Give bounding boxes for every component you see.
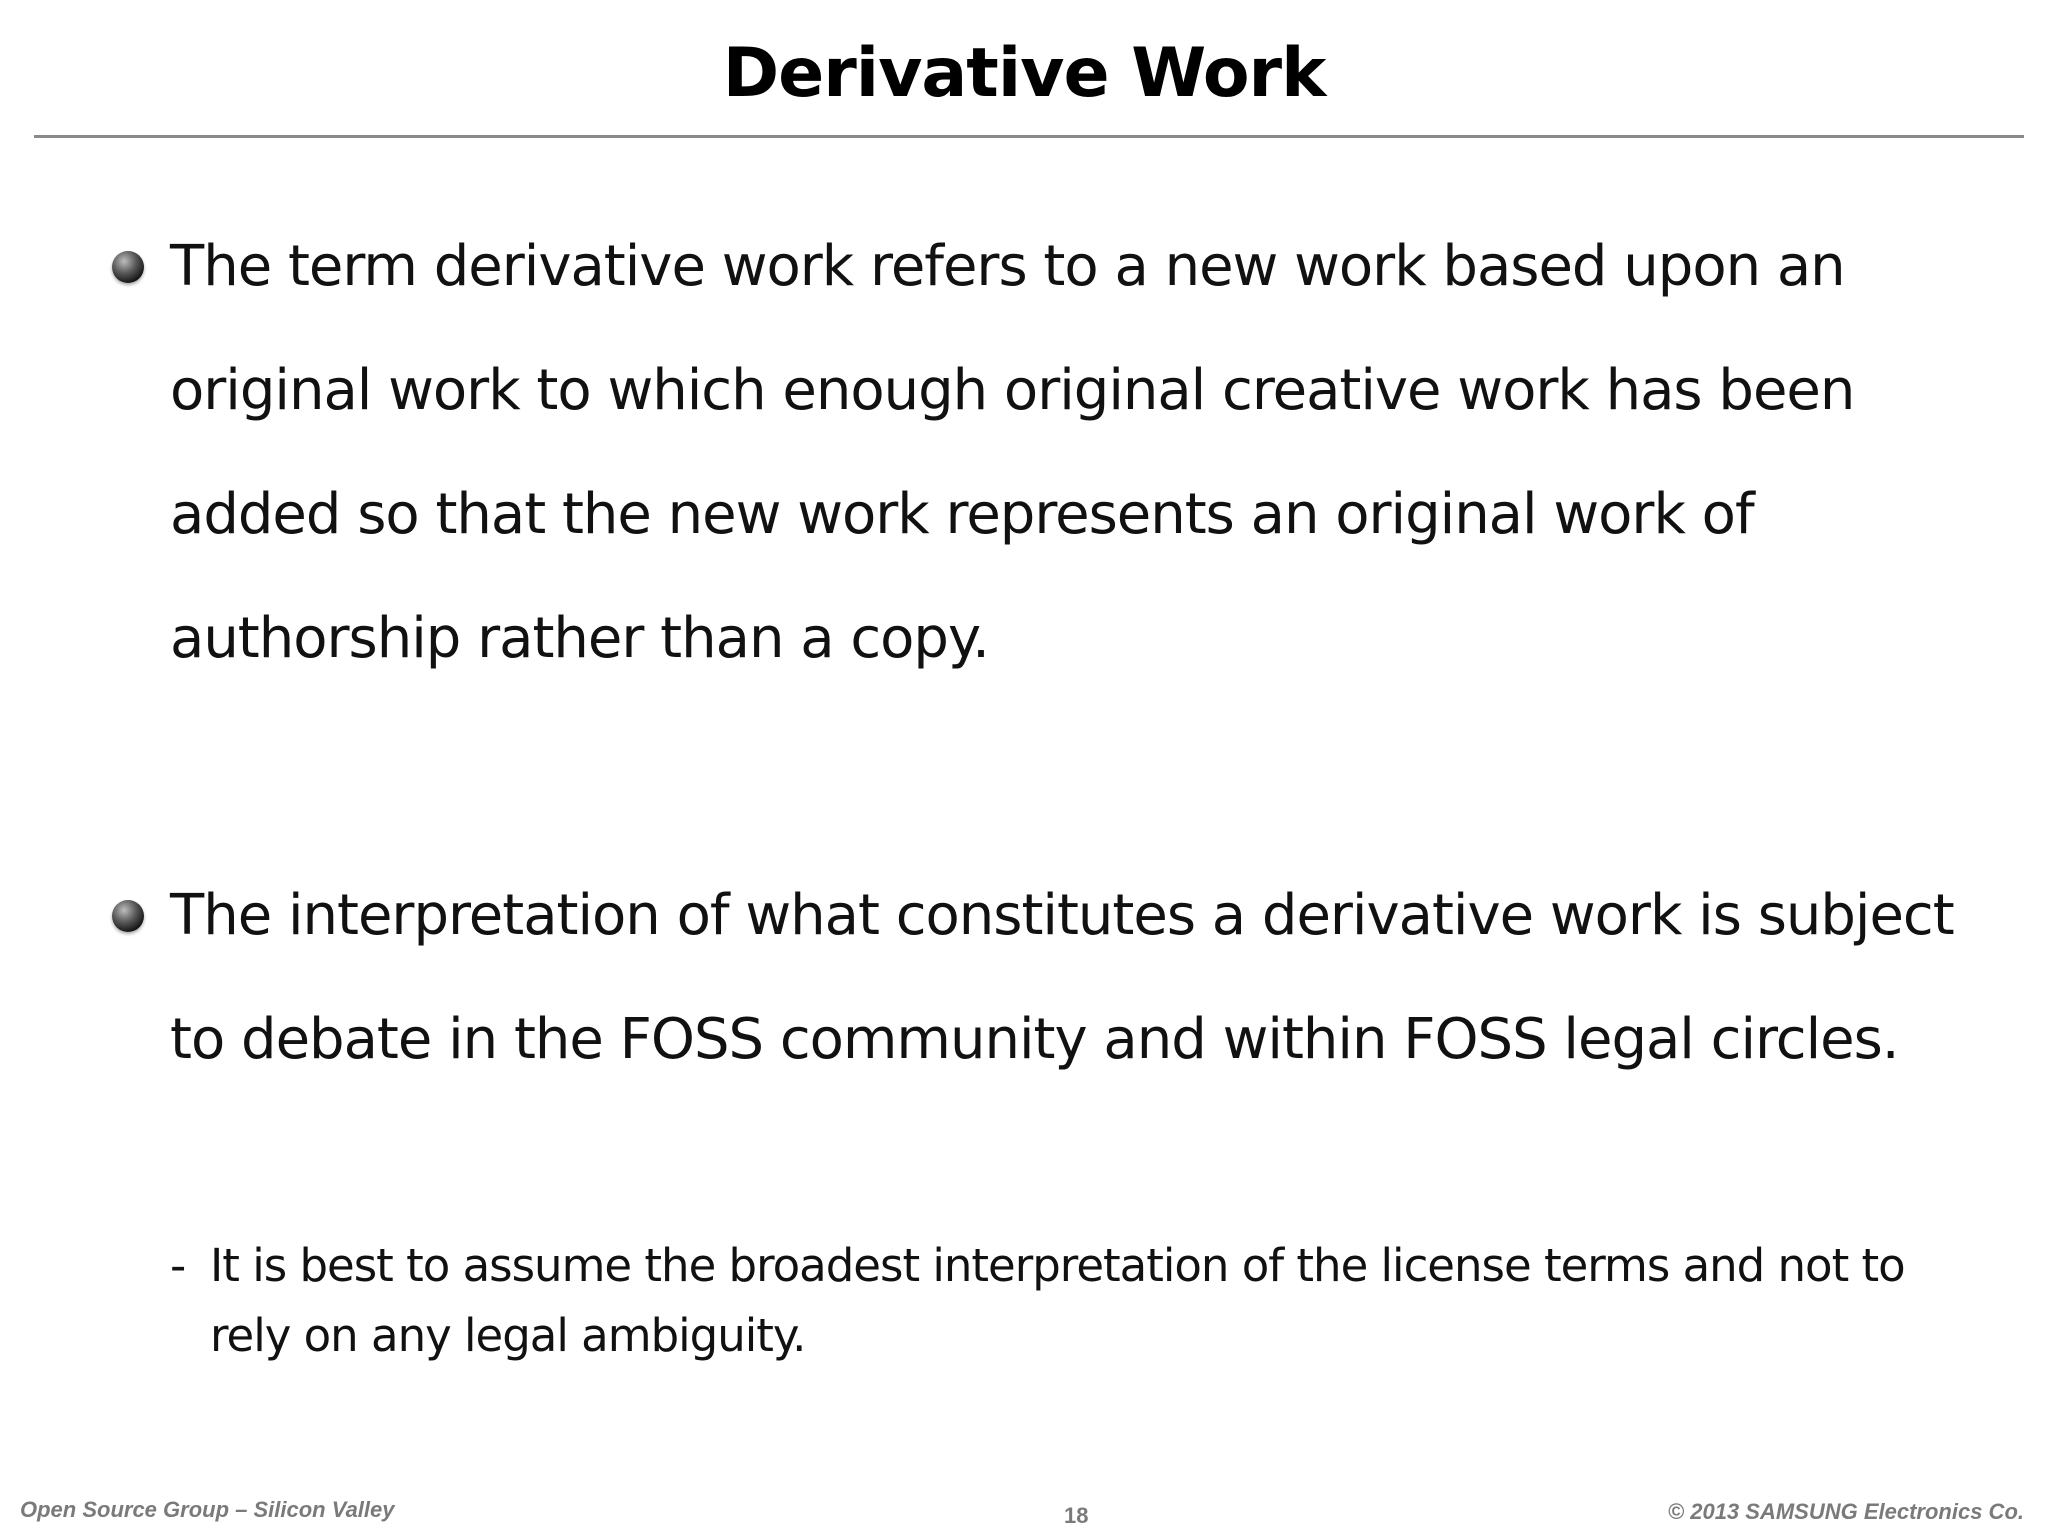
bullet-icon — [112, 900, 144, 932]
bullet-text-2: The interpretation of what constitutes a derivative work is subject to debate in the FOSS community and within FOSS legal circles. — [170, 883, 1954, 1072]
sub-bullet-dash: - — [170, 1239, 187, 1292]
sub-bullet-text: It is best to assume the broadest interpretation of the license terms and not to rely on any legal ambiguity. — [210, 1239, 1905, 1362]
bullet-icon — [112, 251, 144, 283]
footer-group-label: Open Source Group – Silicon Valley — [20, 1497, 395, 1522]
footer-copyright: © 2013 SAMSUNG Electronics Co. — [1667, 1499, 2024, 1524]
bullet-text-1: The term derivative work refers to a new work based upon an original work to which enough original creative work has been added so that the new work represents an original work of authorship rather than a copy. — [170, 234, 1855, 671]
title-divider — [34, 135, 2024, 138]
page-number: 18 — [1064, 1503, 1089, 1528]
slide-title: Derivative Work — [722, 34, 1326, 113]
